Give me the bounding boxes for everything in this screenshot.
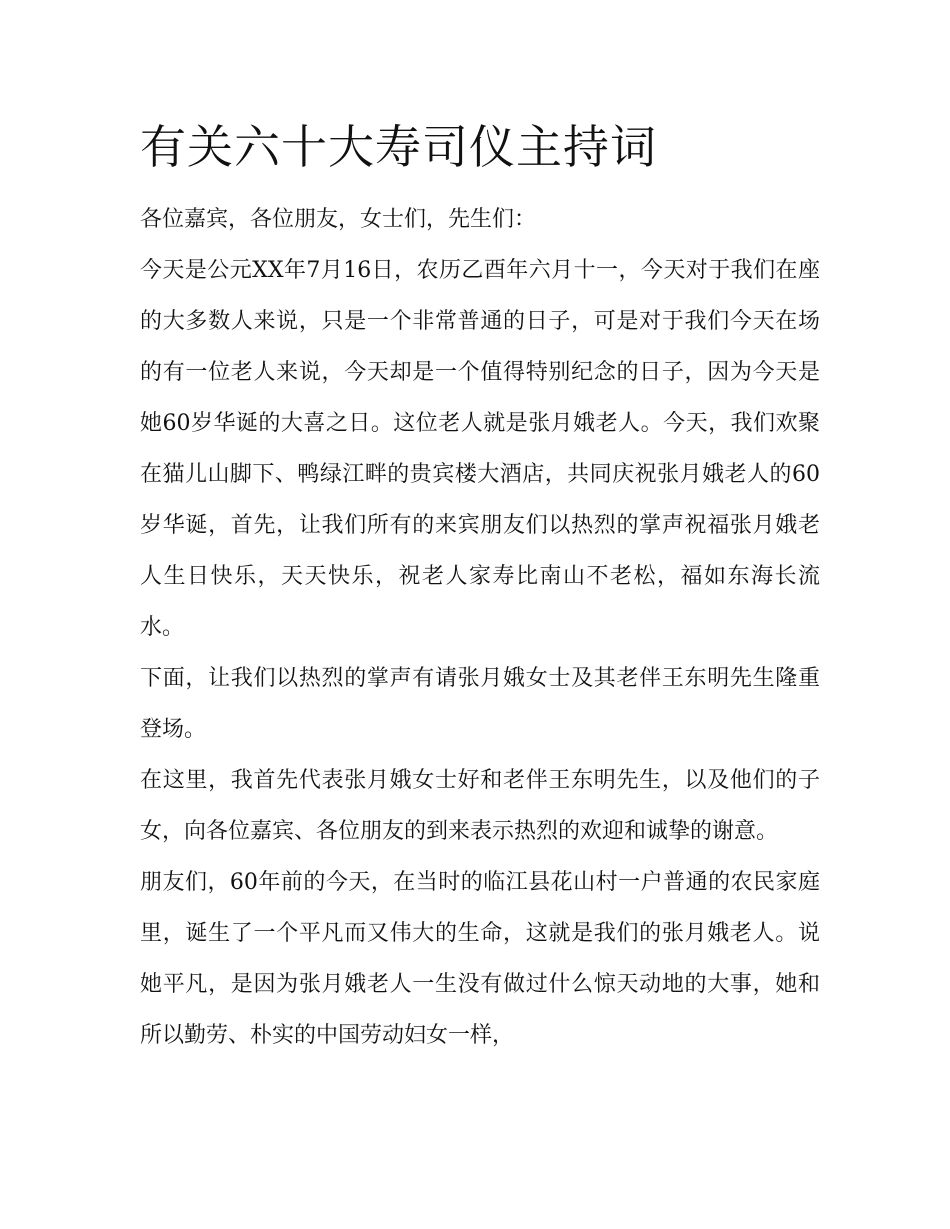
document-title: 有关六十大寿司仪主持词 <box>140 120 657 174</box>
paragraph-biography: 朋友们，60年前的今天，在当时的临江县花山村一户普通的农民家庭里，诞生了一个平凡而又伟大的生命，这就是我们的张月娥老人。说她平凡，是因为张月娥老人一生没有做过什么惊天动地的大事，她和所以勤劳、朴实的中国劳动妇女一样， <box>140 870 820 1048</box>
paragraph-greeting: 各位嘉宾，各位朋友，女士们，先生们： <box>140 207 537 232</box>
document-body <box>140 112 820 1061</box>
paragraph-invitation: 下面，让我们以热烈的掌声有请张月娥女士及其老伴王东明先生隆重登场。 <box>140 666 820 742</box>
paragraph-opening: 今天是公元XX年7月16日，农历乙酉年六月十一，今天对于我们在座的大多数人来说，只是一个非常普通的日子，可是对于我们今天在场的有一位老人来说，今天却是一个值得特别纪念的日子，因为今天是她60岁华诞的大喜之日。这位老人就是张月娥老人。今天，我们欢聚在猫儿山脚下、鸭绿江畔的贵宾楼大酒店，共同庆祝张月娥老人的60岁华诞，首先，让我们所有的来宾朋友们以热烈的掌声祝福张月娥老人生日快乐，天天快乐，祝老人家寿比南山不老松，福如东海长流水。 <box>140 258 820 640</box>
paragraph-welcome: 在这里，我首先代表张月娥女士好和老伴王东明先生，以及他们的子女，向各位嘉宾、各位朋友的到来表示热烈的欢迎和诚挚的谢意。 <box>140 768 820 844</box>
